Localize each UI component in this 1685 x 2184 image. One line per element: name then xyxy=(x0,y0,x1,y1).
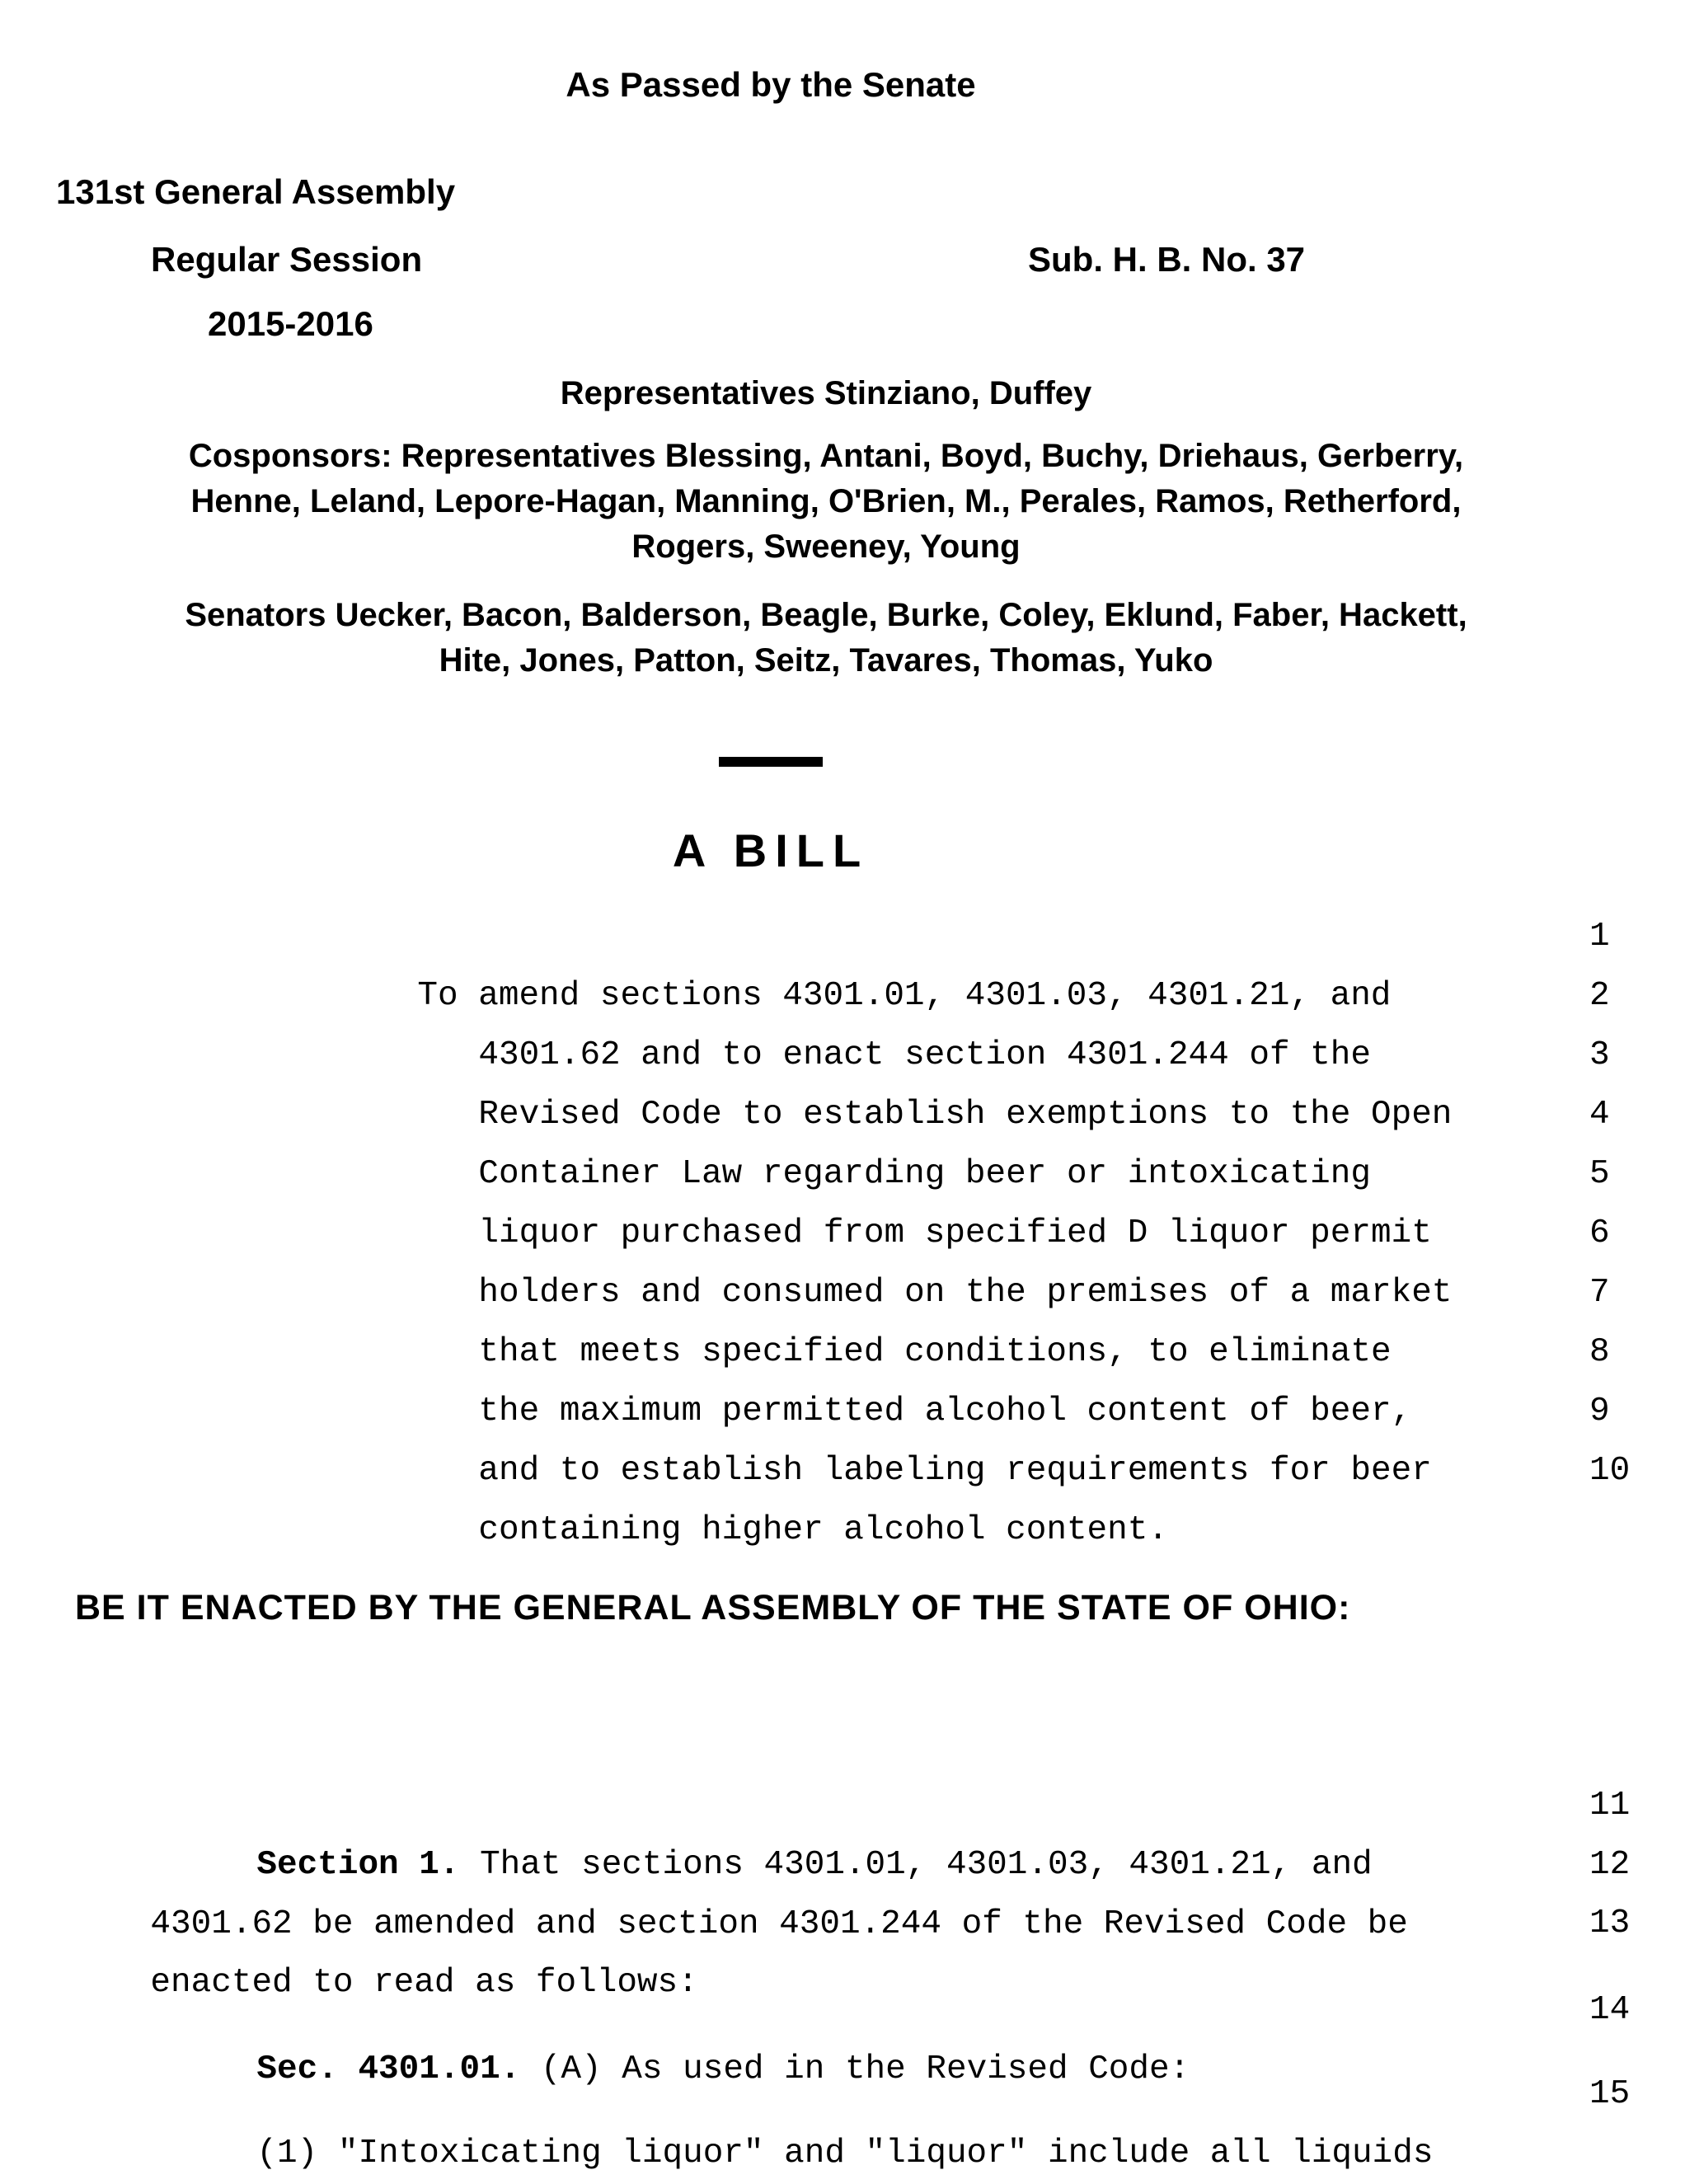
line-number: 8 xyxy=(1589,1333,1610,1371)
line-number: 9 xyxy=(1589,1393,1610,1430)
preamble-line xyxy=(0,1441,1685,1549)
section-heading-bold: Sec. 4301.01. xyxy=(256,2050,521,2088)
bill-line xyxy=(0,1980,1685,2088)
line-number: 5 xyxy=(1589,1155,1610,1193)
representatives-line: Representatives Stinziano, Duffey xyxy=(560,375,1092,411)
preamble-line xyxy=(0,1026,1685,1134)
bill-line xyxy=(0,1894,1685,2002)
bill-line-rest: enacted to read as follows: xyxy=(150,1964,698,2002)
line-number: 13 xyxy=(1589,1905,1631,1942)
preamble-line-text: holders and consumed on the premises of a market xyxy=(478,1274,1453,1312)
preamble-line-text: and to establish labeling requirements for beer xyxy=(478,1452,1432,1490)
preamble-line-text: the maximum permitted alcohol content of beer, xyxy=(478,1393,1412,1430)
senators-block xyxy=(66,593,1586,683)
a-bill-title xyxy=(66,824,1476,876)
bill-line xyxy=(0,2064,1685,2172)
a-bill-title-text: A BILL xyxy=(672,824,870,876)
preamble-line-text: To amend sections 4301.01, 4301.03, 4301.21, and xyxy=(417,977,1392,1015)
line-number: 3 xyxy=(1589,1036,1610,1074)
cosponsors-block xyxy=(66,434,1586,570)
general-assembly-heading: 131st General Assembly xyxy=(56,172,456,211)
preamble-line-text: Container Law regarding beer or intoxicating xyxy=(478,1155,1371,1193)
line-number: 12 xyxy=(1589,1846,1631,1884)
bill-line-text xyxy=(256,2124,1433,2183)
preamble-line xyxy=(0,1263,1685,1371)
preamble-line xyxy=(0,966,1685,1074)
line-number: 15 xyxy=(1589,2075,1631,2113)
enacting-clause: BE IT ENACTED BY THE GENERAL ASSEMBLY OF THE STATE OF OHIO: xyxy=(75,1588,1351,1627)
preamble-line xyxy=(0,1085,1685,1193)
section-heading-bold: Section 1. xyxy=(256,1846,460,1884)
session-label: Regular Session xyxy=(151,240,423,279)
line-number: 10 xyxy=(1589,1452,1631,1490)
line-number: 4 xyxy=(1589,1096,1610,1134)
preamble-line xyxy=(0,1204,1685,1312)
cosponsors-line: Cosponsors: Representatives Blessing, Antani, Boyd, Buchy, Driehaus, Gerberry, xyxy=(188,438,1464,474)
session-years: 2015-2016 xyxy=(208,304,373,343)
line-number: 7 xyxy=(1589,1274,1610,1312)
preamble-line-text: Revised Code to establish exemptions to the Open xyxy=(478,1096,1453,1134)
senators-line: Senators Uecker, Bacon, Balderson, Beagle, Burke, Coley, Eklund, Faber, Hackett, xyxy=(185,597,1467,633)
preamble-line-text: 4301.62 and to enact section 4301.244 of the xyxy=(478,1036,1371,1074)
cosponsors-line: Rogers, Sweeney, Young xyxy=(631,528,1021,565)
preamble-line xyxy=(0,1144,1685,1252)
preamble-line-text: liquor purchased from specified D liquor permit xyxy=(478,1214,1432,1252)
divider-rule xyxy=(719,757,823,767)
line-number: 14 xyxy=(1589,1991,1631,2029)
preamble-line-text: that meets specified conditions, to eliminate xyxy=(478,1333,1392,1371)
preamble-line xyxy=(0,907,1685,1015)
bill-line-rest: That sections 4301.01, 4301.03, 4301.21, and xyxy=(459,1846,1373,1884)
line-number: 11 xyxy=(1589,1787,1631,1825)
bill-number: Sub. H. B. No. 37 xyxy=(1028,240,1306,279)
passed-by-title-text: As Passed by the Senate xyxy=(566,65,976,104)
bill-line-rest: 4301.62 be amended and section 4301.244 of the Revised Code be xyxy=(150,1905,1408,1943)
cosponsors-line: Henne, Leland, Lepore-Hagan, Manning, O'Brien, M., Perales, Ramos, Retherford, xyxy=(190,483,1462,519)
line-number: 2 xyxy=(1589,977,1610,1015)
line-number: 1 xyxy=(1589,918,1610,956)
preamble-line-text: containing higher alcohol content. xyxy=(478,1511,1168,1549)
senators-line: Hite, Jones, Patton, Seitz, Tavares, Thomas, Yuko xyxy=(439,642,1213,679)
bill-line-rest: (A) As used in the Revised Code: xyxy=(520,2050,1190,2088)
bill-line-rest: (1) "Intoxicating liquor" and "liquor" include all liquids xyxy=(256,2135,1434,2172)
line-number: 6 xyxy=(1589,1214,1610,1252)
preamble-line xyxy=(0,1322,1685,1430)
bill-line xyxy=(0,1776,1685,1884)
passed-by-title xyxy=(66,66,1476,104)
